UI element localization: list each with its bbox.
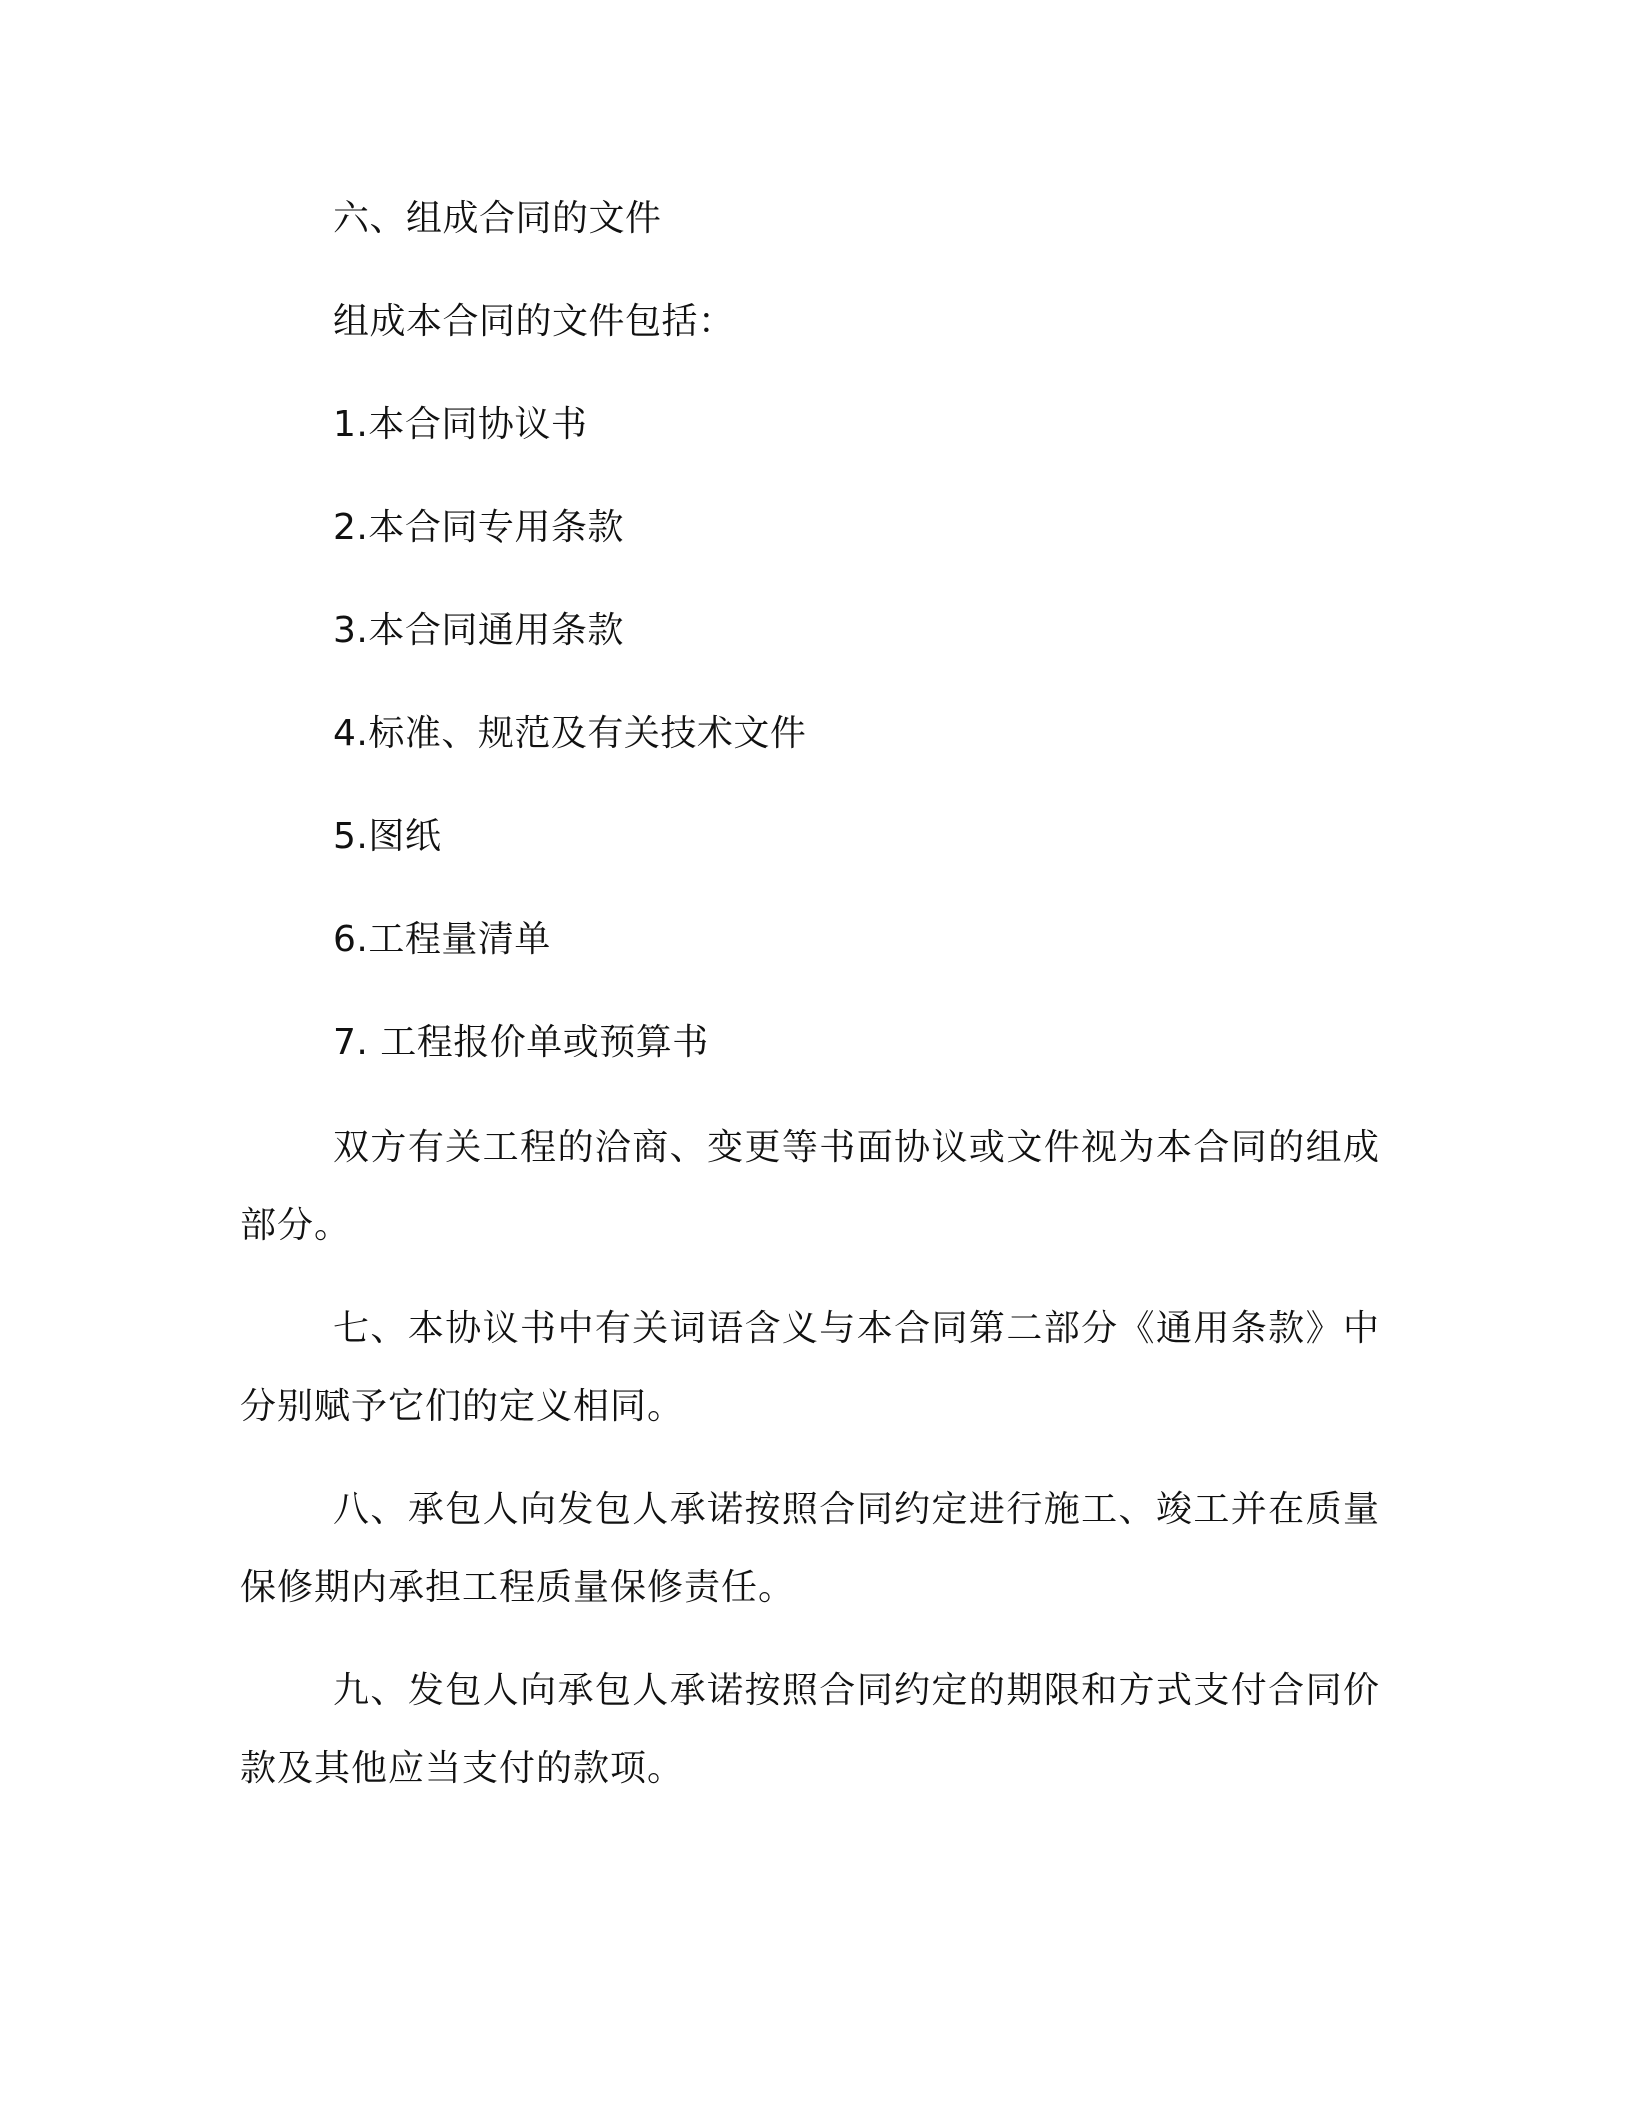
section-six-intro: 组成本合同的文件包括：: [333, 301, 735, 342]
section-seven-paragraph: 七、本协议书中有关词语含义与本合同第二部分《通用条款》中分别赋予它们的定义相同。: [240, 1308, 1380, 1427]
section-six-heading: 六、组成合同的文件: [333, 198, 662, 239]
list-item: 7. 工程报价单或预算书: [333, 1022, 709, 1063]
section-eight-paragraph: 八、承包人向发包人承诺按照合同约定进行施工、竣工并在质量保修期内承担工程质量保修责任。: [240, 1489, 1380, 1608]
list-item: 1.本合同协议书: [333, 404, 588, 445]
section-nine-paragraph: 九、发包人向承包人承诺按照合同约定的期限和方式支付合同价款及其他应当支付的款项。: [240, 1670, 1380, 1789]
list-item: 6.工程量清单: [333, 919, 551, 960]
list-item: 4.标准、规范及有关技术文件: [333, 713, 807, 754]
list-item: 5.图纸: [333, 816, 442, 857]
list-item: 2.本合同专用条款: [333, 507, 624, 548]
list-item: 3.本合同通用条款: [333, 610, 624, 651]
section-six-closing-paragraph: 双方有关工程的洽商、变更等书面协议或文件视为本合同的组成部分。: [240, 1127, 1380, 1246]
